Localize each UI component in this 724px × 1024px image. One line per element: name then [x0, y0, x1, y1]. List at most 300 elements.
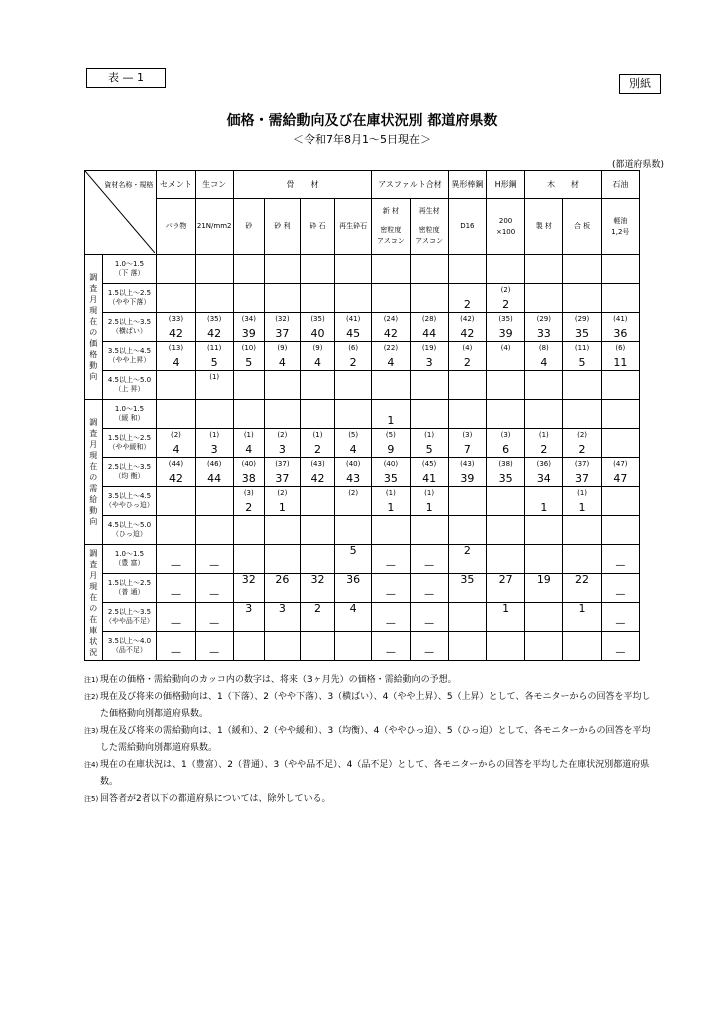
data-cell: [601, 429, 639, 458]
data-cell: [335, 429, 372, 458]
data-cell: [563, 400, 601, 429]
forecast-value: [602, 284, 639, 296]
forecast-value: [372, 545, 409, 557]
data-cell: [264, 400, 300, 429]
current-value: [487, 384, 524, 399]
forecast-value: (38): [498, 460, 513, 468]
current-value: [487, 413, 524, 428]
current-value: [602, 297, 639, 312]
spec-header-bottom: 砕 石: [309, 222, 326, 230]
current-value: 4: [314, 356, 322, 369]
table-row: [85, 255, 640, 284]
data-cell: [525, 371, 563, 400]
footnotes: [84, 672, 656, 808]
data-cell: [525, 632, 563, 661]
current-value: [234, 297, 264, 312]
data-cell: [233, 371, 264, 400]
forecast-value: (2): [277, 489, 288, 497]
data-cell: [157, 313, 195, 342]
current-value: [602, 384, 639, 399]
current-value: 37: [275, 472, 290, 485]
current-value: [563, 587, 600, 602]
current-value: 2: [245, 501, 253, 514]
forecast-value: [265, 545, 300, 557]
forecast-value: [563, 400, 600, 412]
forecast-value: 35: [460, 573, 475, 586]
current-value: 42: [168, 327, 183, 340]
table-row: [85, 371, 640, 400]
spec-header: [410, 199, 448, 255]
forecast-value: [487, 255, 524, 267]
forecast-value: [157, 487, 194, 499]
forecast-value: (37): [574, 460, 590, 468]
forecast-value: (35): [310, 315, 325, 323]
forecast-value: (1): [538, 431, 549, 439]
spec-header: [486, 199, 524, 255]
data-cell: [448, 574, 486, 603]
table-number-tag: 表 — 1: [86, 68, 166, 88]
data-cell: [233, 632, 264, 661]
forecast-value: [196, 487, 233, 499]
row-range-label: 1.5以上〜2.5 （やや緩和）: [102, 429, 157, 458]
data-cell: [601, 371, 639, 400]
spec-header: [264, 199, 300, 255]
data-cell: [486, 255, 524, 284]
data-cell: [601, 458, 639, 487]
forecast-value: 19: [536, 573, 551, 586]
table-row: [85, 545, 640, 574]
spec-header: [300, 199, 334, 255]
current-value: [602, 268, 639, 283]
data-cell: [410, 603, 448, 632]
forecast-value: [372, 603, 409, 615]
current-value: [335, 384, 371, 399]
data-cell: [486, 603, 524, 632]
row-range-label: 1.5以上〜2.5 （やや下落）: [102, 284, 157, 313]
current-value: [449, 558, 486, 573]
forecast-value: [157, 371, 194, 383]
spec-header: [233, 199, 264, 255]
current-value: [563, 529, 600, 544]
data-cell: [335, 574, 372, 603]
forecast-value: [602, 400, 639, 412]
forecast-value: (43): [310, 460, 325, 468]
data-cell: [264, 429, 300, 458]
table-row: [85, 284, 640, 313]
data-cell: [486, 371, 524, 400]
data-cell: [525, 603, 563, 632]
forecast-value: [449, 371, 486, 383]
forecast-value: [196, 574, 233, 586]
current-value: —: [209, 647, 220, 658]
current-value: [525, 529, 562, 544]
data-cell: [195, 458, 233, 487]
section-label: [85, 400, 103, 545]
data-cell: [264, 371, 300, 400]
current-value: —: [385, 589, 396, 600]
forecast-value: [196, 516, 233, 528]
forecast-value: (1): [424, 431, 435, 439]
current-value: [265, 529, 300, 544]
forecast-value: 5: [349, 544, 357, 557]
data-cell: [335, 255, 372, 284]
current-value: [525, 297, 562, 312]
forecast-value: [449, 603, 486, 615]
current-value: [196, 500, 233, 515]
forecast-value: (5): [385, 431, 396, 439]
current-value: —: [170, 647, 181, 658]
forecast-value: [411, 255, 448, 267]
forecast-value: [157, 400, 194, 412]
forecast-value: [449, 516, 486, 528]
data-cell: [157, 429, 195, 458]
footnote: [84, 689, 656, 723]
forecast-value: [563, 516, 600, 528]
forecast-value: [234, 255, 264, 267]
data-cell: [448, 255, 486, 284]
data-cell: [300, 603, 334, 632]
forecast-value: 36: [346, 573, 361, 586]
current-value: [411, 413, 448, 428]
forecast-value: [265, 516, 300, 528]
data-cell: [264, 313, 300, 342]
current-value: —: [170, 589, 181, 600]
current-value: —: [385, 647, 396, 658]
page-subtitle: ＜令和7年8月1〜5日現在＞: [293, 133, 431, 146]
current-value: 42: [168, 472, 183, 485]
data-cell: [372, 574, 410, 603]
current-value: [335, 645, 371, 660]
material-group-header: 異形棒鋼: [448, 171, 486, 199]
current-value: [196, 529, 233, 544]
forecast-value: (41): [345, 315, 361, 323]
unit-label: (都道府県数): [611, 160, 664, 170]
current-value: [411, 529, 448, 544]
forecast-value: (24): [383, 315, 399, 323]
current-value: [487, 268, 524, 283]
data-cell: [233, 429, 264, 458]
data-cell: [410, 516, 448, 545]
current-value: 39: [498, 327, 513, 340]
current-value: 1: [387, 501, 395, 514]
data-cell: [195, 545, 233, 574]
forecast-value: (9): [312, 344, 323, 352]
data-cell: [300, 632, 334, 661]
current-value: 1: [278, 501, 286, 514]
current-value: [335, 587, 371, 602]
spec-header-bottom: 21N/mm2: [196, 222, 232, 230]
forecast-value: [411, 400, 448, 412]
data-cell: [335, 487, 372, 516]
forecast-value: [411, 545, 448, 557]
current-value: [602, 442, 639, 457]
current-value: [157, 384, 194, 399]
forecast-value: [265, 400, 300, 412]
data-cell: [372, 313, 410, 342]
forecast-value: (19): [421, 344, 437, 352]
data-cell: [563, 255, 601, 284]
forecast-value: [487, 400, 524, 412]
data-cell: [486, 545, 524, 574]
row-range-label: 1.5以上〜2.5 （普 通）: [102, 574, 157, 603]
data-cell: [410, 574, 448, 603]
data-cell: [264, 342, 300, 371]
current-value: [411, 268, 448, 283]
data-cell: [157, 458, 195, 487]
forecast-value: [525, 545, 562, 557]
data-cell: [264, 574, 300, 603]
spec-header: [563, 199, 601, 255]
forecast-value: [234, 632, 264, 644]
forecast-value: (1): [312, 431, 323, 439]
row-range-label: 3.5以上〜4.0 （品不足）: [102, 632, 157, 661]
forecast-value: 4: [349, 602, 357, 615]
data-cell: [563, 632, 601, 661]
forecast-value: [372, 400, 409, 412]
current-value: —: [615, 618, 626, 629]
forecast-value: [301, 371, 334, 383]
data-cell: [157, 603, 195, 632]
forecast-value: [234, 545, 264, 557]
current-value: [234, 268, 264, 283]
forecast-value: (41): [613, 315, 628, 323]
forecast-value: (35): [206, 315, 222, 323]
forecast-value: [157, 574, 194, 586]
table-row: [85, 342, 640, 371]
data-cell: [372, 487, 410, 516]
data-cell: [525, 487, 563, 516]
data-cell: [264, 516, 300, 545]
current-value: [525, 616, 562, 631]
current-value: —: [385, 560, 396, 571]
data-cell: [372, 342, 410, 371]
current-value: [487, 587, 524, 602]
forecast-value: [196, 255, 233, 267]
current-value: [449, 529, 486, 544]
spec-header: [448, 199, 486, 255]
current-value: [487, 355, 524, 370]
data-cell: [195, 371, 233, 400]
forecast-value: (6): [348, 344, 359, 352]
forecast-value: [265, 632, 300, 644]
forecast-value: [265, 284, 300, 296]
forecast-value: [301, 284, 334, 296]
footnote-text: 現在の在庫状況は、1（豊富）、2（普通）、3（やや品不足）、4（品不足）として、各モニターからの回答を平均した在庫状況別都道府県数。: [100, 760, 650, 787]
forecast-value: [487, 632, 524, 644]
current-value: 40: [310, 327, 325, 340]
data-cell: [448, 284, 486, 313]
current-value: [301, 384, 334, 399]
row-range-label: 1.0〜1.5 （豊 富）: [102, 545, 157, 574]
forecast-value: [525, 632, 562, 644]
material-group-header: 石油: [601, 171, 639, 199]
current-value: 35: [383, 472, 398, 485]
current-value: [563, 297, 600, 312]
current-value: [602, 529, 639, 544]
forecast-value: (42): [460, 315, 475, 323]
current-value: —: [209, 618, 220, 629]
current-value: [301, 587, 334, 602]
forecast-value: (6): [615, 344, 626, 352]
forecast-value: [335, 255, 371, 267]
section-label-text: 調査月現在の価格動向: [89, 273, 98, 381]
current-value: [563, 645, 600, 660]
forecast-value: [265, 255, 300, 267]
forecast-value: 3: [245, 602, 253, 615]
footnote-text: 現在及び将来の価格動向は、1（下落）、2（やや下落）、3（横ばい）、4（やや上昇）、5（上昇）として、各モニターからの回答を平均した価格動向別都道府県数。: [100, 692, 651, 719]
material-group-header: 木 材: [525, 171, 601, 199]
current-value: [525, 587, 562, 602]
current-value: [449, 384, 486, 399]
current-value: 42: [383, 327, 398, 340]
current-value: 45: [346, 327, 361, 340]
spec-header-top: 新 材: [382, 207, 399, 215]
data-cell: [601, 487, 639, 516]
data-cell: [300, 342, 334, 371]
current-value: 9: [387, 443, 395, 456]
forecast-value: 1: [502, 602, 510, 615]
data-cell: [335, 603, 372, 632]
current-value: 47: [613, 472, 628, 485]
current-value: 2: [463, 356, 471, 369]
forecast-value: [563, 632, 600, 644]
data-cell: [448, 516, 486, 545]
current-value: [372, 529, 409, 544]
current-value: [301, 413, 334, 428]
data-cell: [372, 603, 410, 632]
current-value: 2: [502, 298, 510, 311]
data-cell: [486, 313, 524, 342]
forecast-value: [157, 545, 194, 557]
forecast-value: [602, 516, 639, 528]
current-value: 5: [578, 356, 586, 369]
current-value: [265, 645, 300, 660]
forecast-value: [602, 603, 639, 615]
current-value: —: [170, 560, 181, 571]
footnote-number: 注1): [84, 676, 99, 684]
table-row: [85, 632, 640, 661]
data-cell: [157, 255, 195, 284]
data-cell: [335, 458, 372, 487]
current-value: [234, 413, 264, 428]
forecast-value: (2): [170, 431, 181, 439]
forecast-value: [372, 516, 409, 528]
forecast-value: (2): [577, 431, 588, 439]
data-cell: [410, 632, 448, 661]
forecast-value: (43): [460, 460, 475, 468]
spec-header-bottom: 製 材: [535, 222, 552, 230]
current-value: —: [424, 589, 435, 600]
data-cell: [601, 313, 639, 342]
forecast-value: (29): [574, 315, 590, 323]
current-value: 41: [422, 472, 437, 485]
current-value: 5: [245, 356, 253, 369]
current-value: [301, 645, 334, 660]
forecast-value: (9): [277, 344, 288, 352]
forecast-value: [265, 371, 300, 383]
current-value: 2: [540, 443, 548, 456]
forecast-value: (36): [536, 460, 551, 468]
forecast-value: (2): [500, 286, 511, 294]
data-cell: [525, 545, 563, 574]
forecast-value: [234, 284, 264, 296]
forecast-value: (1): [424, 489, 435, 497]
current-value: [335, 558, 371, 573]
data-cell: [601, 400, 639, 429]
forecast-value: [487, 545, 524, 557]
current-value: —: [615, 560, 626, 571]
row-range-label: 4.5以上〜5.0 （上 昇）: [102, 371, 157, 400]
forecast-value: 2: [463, 544, 471, 557]
data-cell: [195, 255, 233, 284]
current-value: 2: [463, 298, 471, 311]
forecast-value: [411, 603, 448, 615]
current-value: [157, 500, 194, 515]
current-value: [265, 384, 300, 399]
forecast-value: [525, 603, 562, 615]
current-value: 42: [460, 327, 475, 340]
current-value: [265, 587, 300, 602]
data-cell: [300, 429, 334, 458]
current-value: 11: [613, 356, 628, 369]
current-value: [265, 297, 300, 312]
data-cell: [372, 632, 410, 661]
footnote: [84, 672, 656, 689]
data-cell: [300, 371, 334, 400]
current-value: —: [615, 647, 626, 658]
data-cell: [300, 400, 334, 429]
data-cell: [300, 516, 334, 545]
data-cell: [264, 487, 300, 516]
forecast-value: [411, 574, 448, 586]
forecast-value: 2: [314, 602, 322, 615]
data-cell: [264, 255, 300, 284]
table-row: [85, 400, 640, 429]
forecast-value: (46): [206, 460, 222, 468]
current-value: [372, 384, 409, 399]
forecast-value: [449, 400, 486, 412]
current-value: [234, 616, 264, 631]
current-value: [157, 297, 194, 312]
current-value: [487, 500, 524, 515]
data-cell: [300, 255, 334, 284]
data-cell: [448, 371, 486, 400]
data-cell: [448, 429, 486, 458]
data-cell: [563, 545, 601, 574]
forecast-value: [411, 371, 448, 383]
forecast-value: [372, 284, 409, 296]
forecast-value: [157, 632, 194, 644]
current-value: [449, 587, 486, 602]
footnote-number: 注3): [84, 727, 99, 735]
current-value: 7: [463, 443, 471, 456]
forecast-value: [372, 371, 409, 383]
forecast-value: (40): [383, 460, 399, 468]
forecast-value: [525, 284, 562, 296]
row-range-label: 2.5以上〜3.5 （やや品不足）: [102, 603, 157, 632]
current-value: [449, 645, 486, 660]
current-value: —: [209, 589, 220, 600]
forecast-value: [301, 545, 334, 557]
data-cell: [233, 284, 264, 313]
data-cell: [372, 458, 410, 487]
forecast-value: [563, 545, 600, 557]
data-cell: [233, 313, 264, 342]
current-value: [487, 616, 524, 631]
current-value: 44: [422, 327, 437, 340]
forecast-value: [196, 545, 233, 557]
forecast-value: [487, 487, 524, 499]
